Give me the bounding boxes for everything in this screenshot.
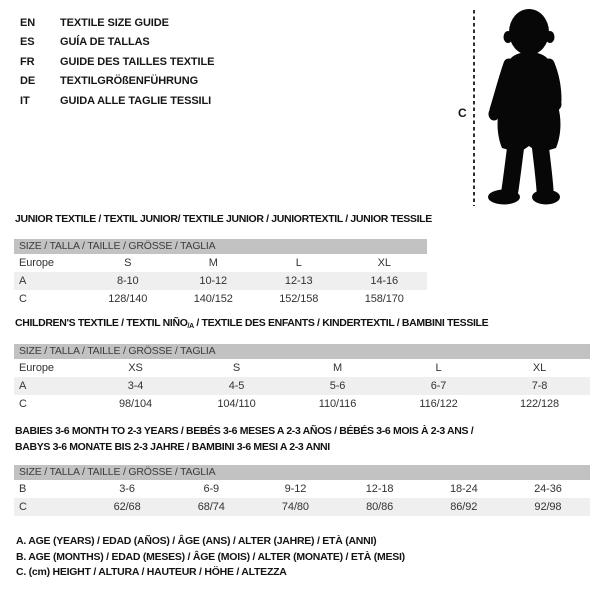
size-cell: S bbox=[124, 257, 132, 269]
table-row-height bbox=[14, 395, 590, 413]
age-cell: 12-13 bbox=[284, 275, 313, 287]
language-title: TEXTILGRÖßENFÜHRUNG bbox=[60, 75, 199, 88]
table-row-europe bbox=[14, 359, 590, 377]
children-size-table bbox=[14, 344, 590, 413]
height-cell: 68/74 bbox=[197, 501, 225, 513]
heading-subscript: /A bbox=[187, 323, 194, 330]
language-code: ES bbox=[20, 36, 35, 49]
language-row-fr bbox=[20, 52, 214, 72]
heading-text-line1: BABIES 3-6 MONTH TO 2-3 YEARS / BEBÉS 3-6 MESES A 2-3 AÑOS / BÉBÉS 3-6 MOIS À 2-3 ANS / bbox=[15, 425, 474, 437]
height-measure-label: C bbox=[458, 106, 467, 120]
height-cell: 152/158 bbox=[279, 293, 319, 305]
age-cell: 6-9 bbox=[203, 483, 220, 495]
row-label: A bbox=[19, 275, 27, 287]
language-title: GUIDA ALLE TAGLIE TESSILI bbox=[60, 94, 212, 107]
height-cell: 140/152 bbox=[193, 293, 233, 305]
language-title: TEXTILE SIZE GUIDE bbox=[60, 16, 169, 29]
height-cell: 104/110 bbox=[217, 398, 256, 410]
row-label: C bbox=[19, 293, 27, 305]
language-row-de bbox=[20, 72, 214, 92]
age-cell: 12-18 bbox=[365, 483, 394, 495]
row-label: Europe bbox=[19, 362, 54, 374]
heading-text-line2: BABYS 3-6 MONATE BIS 2-3 JAHRE / BAMBINI 3-6 MESI A 2-3 ANNI bbox=[15, 440, 330, 453]
language-row-it bbox=[20, 91, 214, 111]
age-cell: 5-6 bbox=[329, 380, 346, 392]
babies-table-heading bbox=[15, 424, 473, 455]
table-row-height bbox=[14, 498, 590, 516]
language-row-en bbox=[20, 13, 214, 33]
babies-size-table bbox=[14, 465, 590, 516]
height-cell: 158/170 bbox=[364, 293, 404, 305]
row-label: C bbox=[19, 398, 27, 410]
size-cell: M bbox=[332, 362, 343, 374]
age-cell: 18-24 bbox=[449, 483, 478, 495]
age-cell: 7-8 bbox=[531, 380, 548, 392]
table-row-age-years bbox=[14, 272, 427, 290]
heading-text: / TEXTILE DES ENFANTS / KINDERTEXTIL / BAMBINI TESSILE bbox=[193, 317, 489, 329]
size-header-bar: SIZE / TALLA / TAILLE / GRÖSSE / TAGLIA bbox=[14, 465, 590, 480]
age-cell: 10-12 bbox=[199, 275, 228, 287]
age-cell: 3-4 bbox=[127, 380, 144, 392]
height-cell: 80/86 bbox=[366, 501, 394, 513]
height-cell: 122/128 bbox=[519, 398, 560, 410]
size-cell: L bbox=[295, 257, 302, 269]
language-code: EN bbox=[20, 16, 36, 29]
age-cell: 9-12 bbox=[284, 483, 307, 495]
height-measure-dashed-line bbox=[473, 10, 475, 206]
height-cell: 92/98 bbox=[534, 501, 562, 513]
height-cell: 110/116 bbox=[318, 398, 357, 410]
heading-text: CHILDREN'S TEXTILE / TEXTIL NIÑO bbox=[15, 317, 188, 329]
note-age-years: A. AGE (YEARS) / EDAD (AÑOS) / ÂGE (ANS) / ALTER (JAHRE) / ETÀ (ANNI) bbox=[16, 535, 377, 547]
note-height: C. (cm) HEIGHT / ALTURA / HAUTEUR / HÖHE / ALTEZZA bbox=[16, 566, 287, 578]
language-code: IT bbox=[20, 94, 30, 107]
language-code: DE bbox=[20, 75, 36, 88]
height-cell: 98/104 bbox=[118, 398, 153, 410]
language-row-es bbox=[20, 33, 214, 53]
children-table-heading bbox=[15, 316, 488, 335]
language-title-block bbox=[20, 13, 214, 111]
table-row-age-months bbox=[14, 480, 590, 498]
row-label: A bbox=[19, 380, 27, 392]
legend-notes bbox=[16, 534, 405, 581]
size-cell: S bbox=[232, 362, 241, 374]
size-cell: XL bbox=[532, 362, 547, 374]
height-cell: 62/68 bbox=[113, 501, 141, 513]
height-cell: 128/140 bbox=[108, 293, 148, 305]
language-title: GUIDE DES TAILLES TEXTILE bbox=[60, 55, 215, 68]
size-cell: XS bbox=[128, 362, 143, 374]
language-title: GUÍA DE TALLAS bbox=[60, 36, 150, 49]
age-cell: 14-16 bbox=[370, 275, 399, 287]
row-label: Europe bbox=[19, 257, 54, 269]
height-cell: 116/122 bbox=[419, 398, 458, 410]
height-cell: 86/92 bbox=[450, 501, 478, 513]
size-header-bar: SIZE / TALLA / TAILLE / GRÖSSE / TAGLIA bbox=[14, 344, 590, 359]
size-cell: M bbox=[208, 257, 218, 269]
language-code: FR bbox=[20, 55, 35, 68]
junior-table-heading bbox=[15, 212, 432, 228]
table-row-height bbox=[14, 290, 427, 308]
table-row-age-years bbox=[14, 377, 590, 395]
size-header-bar: SIZE / TALLA / TAILLE / GRÖSSE / TAGLIA bbox=[14, 239, 427, 254]
note-age-months: B. AGE (MONTHS) / EDAD (MESES) / ÂGE (MOIS) / ALTER (MONATE) / ETÀ (MESI) bbox=[16, 550, 405, 563]
junior-size-table bbox=[14, 239, 427, 308]
size-cell: XL bbox=[377, 257, 391, 269]
height-cell: 74/80 bbox=[281, 501, 309, 513]
age-cell: 6-7 bbox=[430, 380, 447, 392]
age-cell: 4-5 bbox=[228, 380, 245, 392]
age-cell: 8-10 bbox=[116, 275, 139, 287]
heading-text: JUNIOR TEXTILE / TEXTIL JUNIOR/ TEXTILE JUNIOR / JUNIORTEXTIL / JUNIOR TESSILE bbox=[15, 213, 432, 225]
size-cell: L bbox=[435, 362, 442, 374]
age-cell: 3-6 bbox=[119, 483, 135, 495]
row-label: B bbox=[19, 483, 27, 495]
row-label: C bbox=[19, 501, 27, 513]
table-row-europe bbox=[14, 254, 427, 272]
age-cell: 24-36 bbox=[534, 483, 562, 495]
toddler-silhouette-icon bbox=[483, 6, 573, 208]
